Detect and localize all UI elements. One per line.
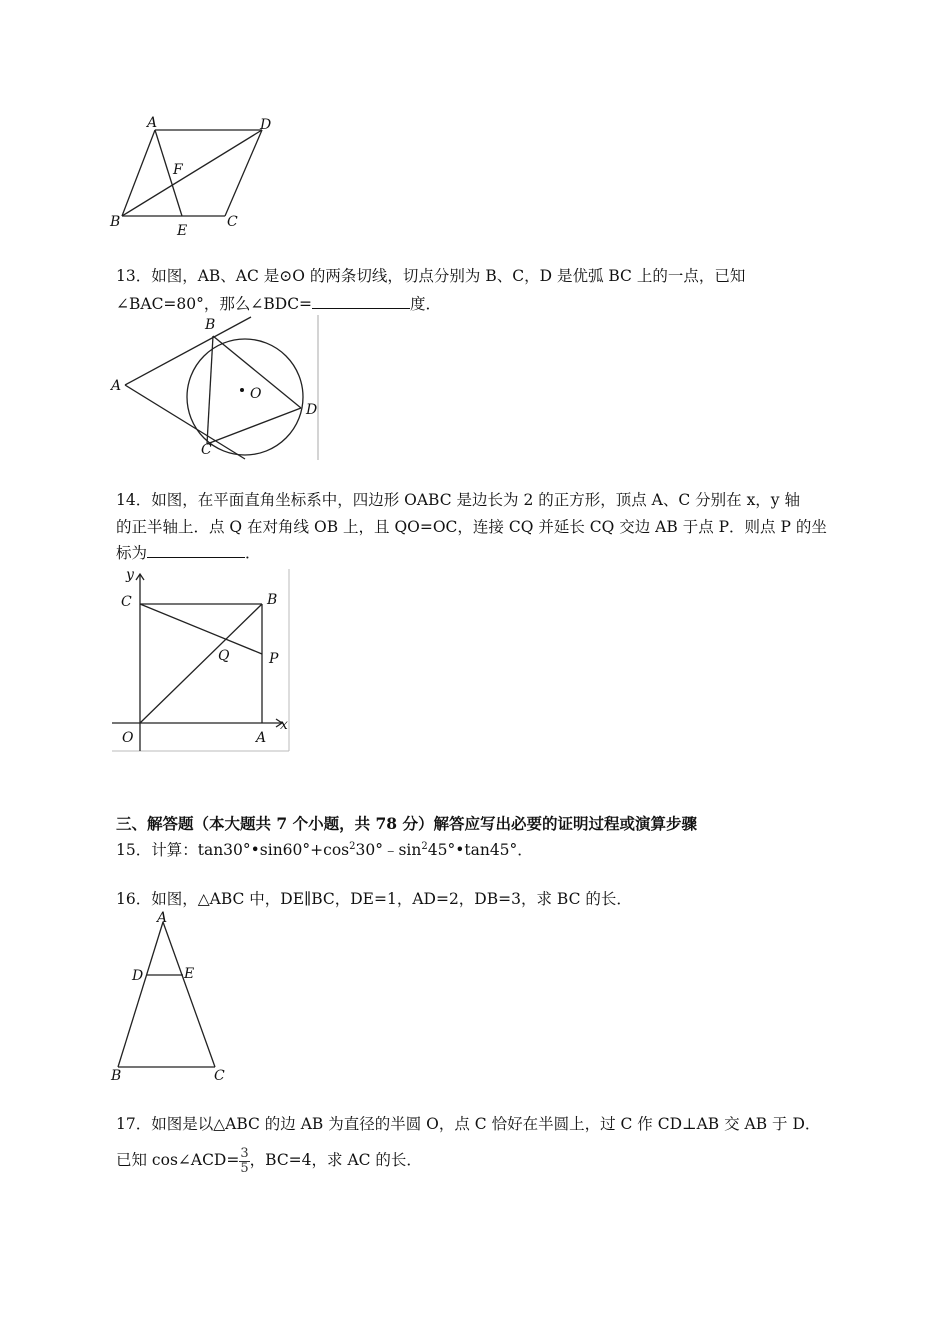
q15-text-c: 45°•tan45°． [427, 841, 533, 859]
q14-line2: 的正半轴上．点 Q 在对角线 OB 上，且 QO=OC，连接 CQ 并延长 CQ 交边 AB 于点 P．则点 P 的坐 [116, 518, 827, 536]
label-C: C [201, 442, 212, 458]
parallelogram-figure [105, 112, 295, 242]
q17-line1: 17．如图是以△ABC 的边 AB 为直径的半圆 O，点 C 恰好在半圆上，过 C 作 CD⊥AB 交 AB 于 D． [116, 1115, 821, 1133]
q14-answer-blank[interactable] [147, 542, 245, 558]
q15-sup1: 2 [349, 840, 356, 852]
q16-line: 16．如图，△ABC 中，DE∥BC，DE=1，AD=2，DB=3，求 BC 的长． [116, 890, 632, 908]
q14-end: ． [245, 544, 261, 562]
label-C: C [121, 594, 132, 610]
label-A: A [147, 115, 158, 131]
label-P: P [269, 651, 279, 667]
circle-tangent-figure [105, 312, 330, 464]
label-C: C [227, 214, 238, 230]
label-D: D [260, 117, 272, 133]
q17-frac-den: 5 [240, 1160, 249, 1176]
label-B: B [205, 317, 216, 333]
label-F: F [173, 162, 183, 178]
label-B: B [111, 1068, 122, 1084]
q15-sup2: 2 [421, 840, 428, 852]
coordinate-square-figure [112, 566, 292, 754]
q17-line2 [116, 1142, 422, 1178]
label-D: D [306, 402, 318, 418]
label-B: B [110, 214, 121, 230]
q17-fraction [239, 1147, 249, 1176]
label-D: D [132, 968, 144, 984]
label-A: A [111, 378, 122, 394]
label-A: A [256, 730, 267, 746]
label-B: B [267, 592, 278, 608]
q13-unit: 度． [410, 295, 442, 313]
label-O: O [250, 386, 262, 402]
q17-frac-num: 3 [240, 1145, 249, 1161]
q13-line1: 13．如图，AB、AC 是⊙O 的两条切线，切点分别为 B、C，D 是优弧 BC 上的一点，已知 [116, 267, 746, 285]
label-x: x [280, 717, 288, 733]
label-E: E [177, 223, 188, 239]
q14-line1: 14．如图，在平面直角坐标系中，四边形 OABC 是边长为 2 的正方形，顶点 A、C 分别在 x，y 轴 [116, 491, 800, 509]
q14-prompt: 标为 [116, 544, 148, 562]
label-E: E [184, 966, 195, 982]
q17-suffix: ，BC=4，求 AC 的长． [249, 1151, 422, 1169]
q13-prompt: ∠BAC=80°，那么∠BDC= [116, 295, 313, 313]
label-A: A [157, 910, 168, 926]
label-O: O [122, 730, 134, 746]
q15-line [116, 840, 533, 860]
triangle-figure [105, 908, 240, 1086]
q17-prefix: 已知 cos∠ACD= [116, 1151, 240, 1169]
label-y: y [126, 567, 134, 583]
section3-heading: 三、解答题（本大题共 7 个小题，共 78 分）解答应写出必要的证明过程或演算步骤 [116, 814, 697, 833]
q15-text-a: 15．计算：tan30°•sin60°+cos [116, 841, 350, 859]
q13-answer-blank[interactable] [312, 293, 410, 309]
q13-line2 [116, 293, 441, 314]
label-Q: Q [218, 648, 230, 664]
label-C: C [214, 1068, 225, 1084]
q15-text-b: 30°﹣sin [355, 841, 422, 859]
q14-line3 [116, 542, 261, 563]
